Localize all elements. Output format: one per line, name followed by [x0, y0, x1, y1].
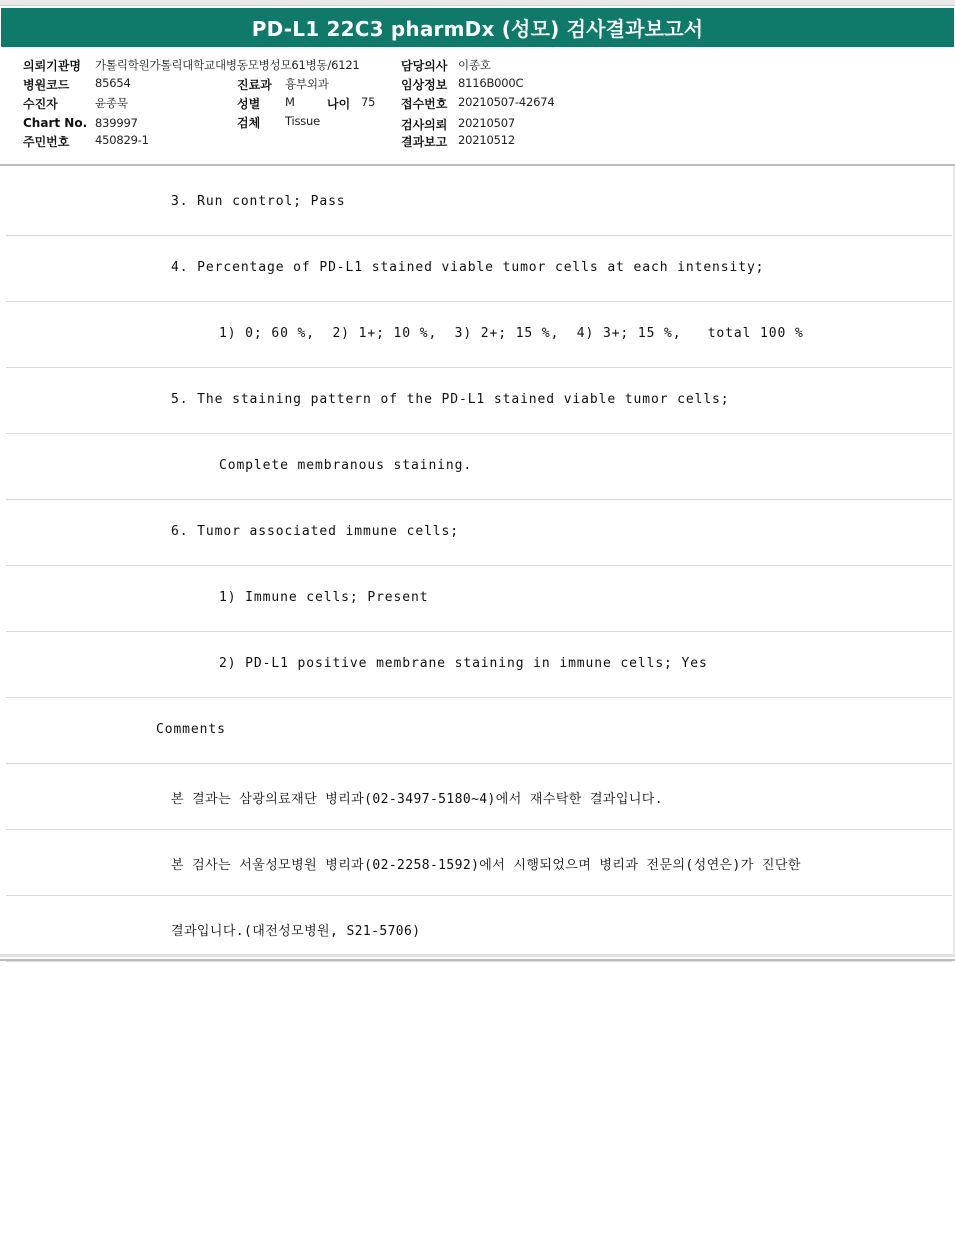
- report-row: [6, 236, 952, 302]
- request-date-label: 검사의뢰: [401, 118, 448, 132]
- hospital-code-label: 병원코드: [23, 78, 70, 92]
- specimen-value: Tissue: [285, 114, 321, 128]
- department-value: 흉부외과: [285, 77, 329, 91]
- report-row: [6, 632, 952, 698]
- accession-no-label: 접수번호: [401, 97, 448, 111]
- comments-heading: Comments: [156, 722, 226, 737]
- staining-pattern-value: Complete membranous staining.: [219, 458, 473, 473]
- bottom-rule-dark: [0, 959, 955, 961]
- report-title: PD-L1 22C3 pharmDx (성모) 검사결과보고서: [251, 17, 704, 41]
- report-row: [6, 434, 952, 500]
- resident-no-value: 450829-1: [95, 133, 149, 147]
- department-label: 진료과: [237, 78, 272, 92]
- sex-label: 성별: [237, 97, 261, 111]
- header-separator: [0, 164, 955, 166]
- comment-line-1: 본 결과는 삼광의료재단 병리과(02-3497-5180~4)에서 재수탁한 결과입니다.: [171, 792, 663, 807]
- report-row: [6, 500, 952, 566]
- institution-value: 가톨릭학원가톨릭대학교대병동모병성모61병동/6121: [95, 58, 360, 72]
- institution-label: 의뢰기관명: [23, 59, 81, 73]
- clinical-info-value: 8116B000C: [458, 76, 524, 90]
- patient-value: 윤종묵: [95, 96, 128, 110]
- report-row: [6, 170, 952, 236]
- comment-line-2: 본 검사는 서울성모병원 병리과(02-2258-1592)에서 시행되었으며 병리과 전문의(성연은)가 진단한: [171, 858, 801, 873]
- report-row: [6, 368, 952, 434]
- top-rule: [0, 0, 955, 6]
- immune-cells-present: 1) Immune cells; Present: [219, 590, 429, 605]
- immune-membrane-staining: 2) PD-L1 positive membrane staining in immune cells; Yes: [219, 656, 708, 671]
- run-control-line: 3. Run control; Pass: [171, 194, 346, 209]
- report-row: [6, 566, 952, 632]
- intensity-breakdown: 1) 0; 60 %, 2) 1+; 10 %, 3) 2+; 15 %, 4) 3+; 15 %, total 100 %: [219, 326, 804, 341]
- report-title-bar: [1, 8, 954, 47]
- chart-no-label: Chart No.: [23, 116, 88, 130]
- percentage-heading: 4. Percentage of PD-L1 stained viable tumor cells at each intensity;: [171, 260, 765, 275]
- chart-no-value: 839997: [95, 116, 138, 130]
- report-body: [0, 170, 955, 962]
- resident-no-label: 주민번호: [23, 135, 70, 149]
- age-label: 나이: [327, 97, 351, 111]
- report-row: [6, 764, 952, 830]
- request-date-value: 20210507: [458, 116, 515, 130]
- age-value: 75: [361, 95, 376, 109]
- report-row: [6, 302, 952, 368]
- patient-label: 수진자: [23, 97, 58, 111]
- report-date-value: 20210512: [458, 133, 515, 147]
- report-date-label: 결과보고: [401, 135, 448, 149]
- accession-no-value: 20210507-42674: [458, 95, 555, 109]
- sex-value: M: [285, 95, 295, 109]
- report-row: [6, 830, 952, 896]
- hospital-code-value: 85654: [95, 76, 131, 90]
- immune-cells-heading: 6. Tumor associated immune cells;: [171, 524, 459, 539]
- doctor-label: 담당의사: [401, 59, 448, 73]
- specimen-label: 검체: [237, 116, 261, 130]
- report-row: [6, 698, 952, 764]
- doctor-value: 이종호: [458, 58, 491, 72]
- staining-pattern-heading: 5. The staining pattern of the PD-L1 stained viable tumor cells;: [171, 392, 730, 407]
- report-row: [6, 896, 952, 962]
- comment-line-3: 결과입니다.(대전성모병원, S21-5706): [171, 924, 421, 939]
- bottom-rule: [0, 954, 955, 957]
- clinical-info-label: 임상정보: [401, 78, 448, 92]
- patient-header: [0, 48, 955, 164]
